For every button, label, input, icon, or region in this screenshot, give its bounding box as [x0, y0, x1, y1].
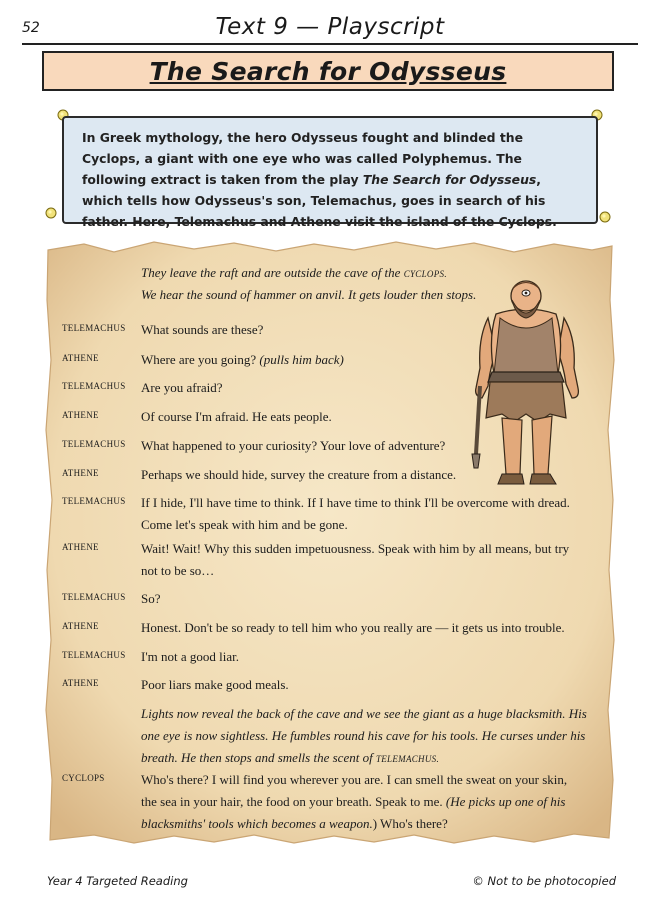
intro-play-title: The Search for Odysseus [362, 172, 537, 187]
speaker-name: ATHENE [62, 621, 99, 631]
character-name: CYCLOPS. [403, 269, 447, 279]
dialogue-text: Wait! Wait! Why this sudden impetuousness. Speak with him by all means, but try [141, 541, 570, 556]
stage-text: Lights now reveal the back of the cave and we see the giant as a huge blacksmith. His [141, 706, 587, 721]
footer-left: Year 4 Targeted Reading [47, 874, 188, 888]
speaker-name: TELEMACHUS [62, 439, 126, 449]
stage-text: They leave the raft and are outside the cave of the [141, 265, 404, 280]
speaker-name: TELEMACHUS [62, 592, 126, 602]
dialogue-text: Are you afraid? [141, 380, 223, 395]
speaker-name: ATHENE [62, 353, 99, 363]
stage-text: one eye is now sightless. He fumbles round his cave for his tools. He curses under his [141, 728, 586, 743]
dialogue-text: Come let's speak with him and be gone. [141, 517, 348, 532]
dialogue-text: Perhaps we should hide, survey the creature from a distance. [141, 467, 457, 482]
dialogue-text: I'm not a good liar. [141, 649, 240, 664]
speaker-name: ATHENE [62, 468, 99, 478]
stage-text: (He picks up one of his [445, 794, 566, 809]
section-title: Text 9 — Playscript [215, 14, 445, 40]
footer-right: © Not to be photocopied [472, 874, 616, 888]
character-name: TELEMACHUS. [375, 754, 439, 764]
intro-box [62, 116, 598, 229]
intro-text-part1: In Greek mythology, the hero Odysseus fought and blinded the Cyclops, a giant with one eye who was called Polyphemus. The following extract is taken from the play [82, 130, 523, 187]
thumbtack-icon [598, 210, 612, 224]
dialogue-text: If I hide, I'll have time to think. If I have time to think I'll be overcome with dread. [141, 495, 570, 510]
dialogue-text: Of course I'm afraid. He eats people. [141, 409, 332, 424]
dialogue-text: Who's there? I will find you wherever you are. I can smell the sweat on your skin, [141, 772, 568, 787]
speaker-name: ATHENE [62, 542, 99, 552]
stage-text: blacksmiths' tools which becomes a weapon. [141, 816, 373, 831]
dialogue-text: So? [141, 591, 161, 606]
speaker-name: TELEMACHUS [62, 650, 126, 660]
stage-text: We hear the sound of hammer on anvil. It gets louder then stops. [141, 287, 477, 302]
dialogue-text: Honest. Don't be so ready to tell him who you really are — it gets us into trouble. [141, 620, 565, 635]
title-box [42, 51, 614, 91]
speaker-name: ATHENE [62, 410, 99, 420]
dialogue-text: Poor liars make good meals. [141, 677, 289, 692]
dialogue-text: ) Who's there? [372, 816, 448, 831]
speaker-name: TELEMACHUS [62, 323, 126, 333]
page-title: The Search for Odysseus [149, 56, 507, 86]
dialogue-text: not to be so… [141, 563, 215, 578]
dialogue-text: Where are you going? [141, 352, 257, 367]
thumbtack-icon [44, 206, 58, 220]
header-rule [22, 43, 638, 45]
dialogue-text: What sounds are these? [141, 322, 264, 337]
speaker-name: CYCLOPS [62, 773, 105, 783]
speaker-name: TELEMACHUS [62, 381, 126, 391]
stage-text: breath. He then stops and smells the scent of [141, 750, 376, 765]
stage-text: (pulls him back) [259, 352, 344, 367]
dialogue-text: the sea in your hair, the food on your breath. Speak to me. [141, 794, 446, 809]
dialogue-text: What happened to your curiosity? Your love of adventure? [141, 438, 446, 453]
intro-text-part2: , which tells how Odysseus's son, Telemachus, goes in search of his father. Here, Telemachus and Athene visit the island of the Cyclops. [82, 172, 557, 229]
page-number: 52 [22, 20, 40, 36]
speaker-name: ATHENE [62, 678, 99, 688]
speaker-name: TELEMACHUS [62, 496, 126, 506]
